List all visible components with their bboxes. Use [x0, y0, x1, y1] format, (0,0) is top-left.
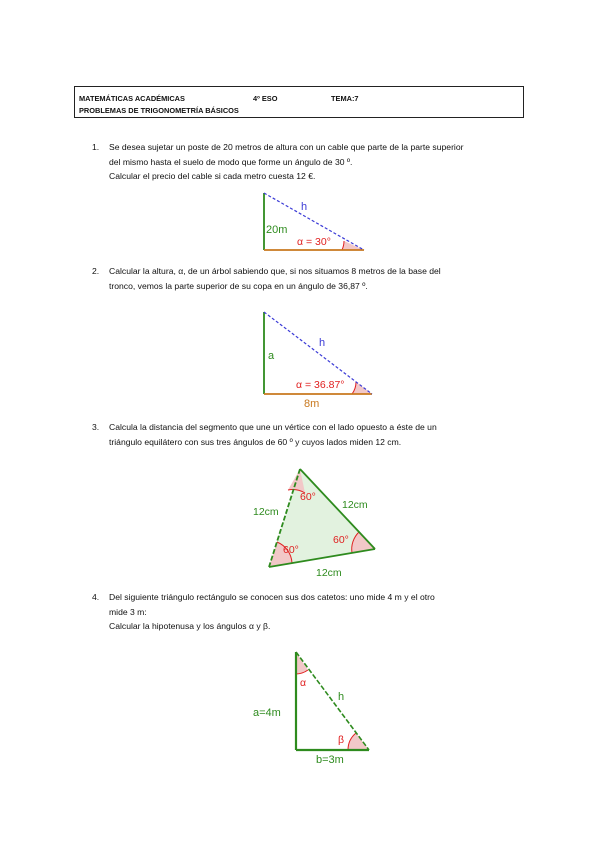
problem-number: 1. [92, 142, 100, 152]
problem-number: 4. [92, 592, 100, 602]
problem-number: 2. [92, 266, 100, 276]
right-side-label: 12cm [342, 499, 368, 511]
header-title: PROBLEMAS DE TRIGONOMETRÍA BÁSICOS [79, 106, 239, 115]
problem-line: tronco, vemos la parte superior de su copa en un ángulo de 36,87 º. [109, 280, 368, 291]
problem-line: Calcular el precio del cable si cada metro cuesta 12 €. [109, 171, 316, 181]
problem-line: Se desea sujetar un poste de 20 metros de altura con un cable que parte de la parte superior [109, 142, 464, 152]
base-label: b=3m [316, 754, 344, 766]
angle-label: α = 30° [297, 236, 331, 248]
problem-number: 3. [92, 422, 100, 432]
header-topic: TEMA:7 [331, 94, 359, 103]
problem-line: Calcula la distancia del segmento que une un vértice con el lado opuesto a éste de un [109, 422, 437, 432]
problem-line: del mismo hasta el suelo de modo que forme un ángulo de 30 º. [109, 156, 353, 167]
problem-line: Calcular la altura, α, de un árbol sabiendo que, si nos situamos 8 metros de la base del [109, 266, 441, 276]
angle-beta-label: β [338, 734, 345, 746]
angle-beta-fill [348, 733, 369, 750]
bottom-side-label: 12cm [316, 567, 342, 579]
problem-line: triángulo equilátero con sus tres ángulos de 60 º y cuyos lados miden 12 cm. [109, 436, 402, 447]
side-label: 20m [266, 224, 288, 236]
angle-left-label: 60° [283, 544, 299, 556]
angle-top-label: 60° [300, 491, 316, 503]
hyp-label: h [319, 337, 326, 349]
problem-line: mide 3 m: [109, 606, 147, 617]
header-subject: MATEMÁTICAS ACADÉMICAS [79, 94, 185, 103]
angle-label: α = 36.87° [296, 379, 345, 391]
hyp-label: h [338, 691, 345, 703]
angle-right-label: 60° [333, 534, 349, 546]
angle-alpha-label: α [300, 677, 307, 689]
side-label: a [268, 350, 275, 362]
left-side-label: 12cm [253, 506, 279, 518]
header-grade: 4º ESO [253, 94, 278, 103]
base-label: 8m [304, 398, 320, 410]
problem-line: Calcular la hipotenusa y los ángulos α y β. [109, 621, 271, 631]
problem-line: Del siguiente triángulo rectángulo se conocen sus dos catetos: uno mide 4 m y el otro [109, 592, 435, 602]
side-label: a=4m [253, 707, 281, 719]
hyp-label: h [301, 201, 308, 213]
hypotenuse [296, 652, 369, 750]
